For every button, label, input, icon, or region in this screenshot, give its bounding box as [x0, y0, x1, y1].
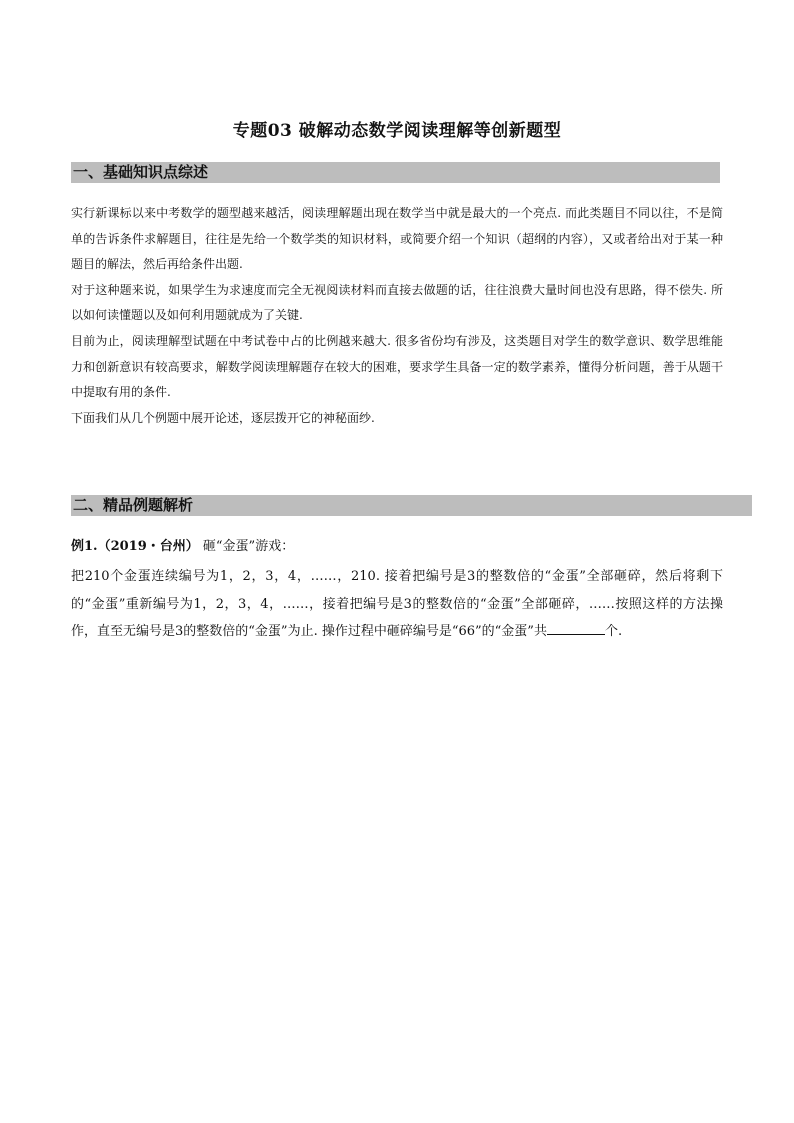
page-title: 专题03 破解动态数学阅读理解等创新题型: [232, 121, 562, 141]
problem-statement: 把210个金蛋连续编号为1，2，3，4，……，210. 接着把编号是3的整数倍的“金蛋”全部砸碎，然后将剩下的“金蛋”重新编号为1，2，3，4，……，接着把编号是3的整数倍的“金蛋”全部砸碎，……按照这样的方法操作，直至无编号是3的整数倍的“金蛋”为止. 操作过程中砸碎编号是“66”的“金蛋”共: [71, 569, 723, 639]
intro-paragraph: 对于这种题来说，如果学生为求速度而完全无视阅读材料而直接去做题的话，往往浪费大量时间也没有思路，得不偿失. 所以如何读懂题以及如何利用题就成为了关键.: [71, 282, 723, 323]
example-heading: [71, 535, 723, 559]
intro-paragraph: 下面我们从几个例题中展开论述，逐层拨开它的神秘面纱.: [71, 410, 375, 425]
intro-paragraph: 目前为止，阅读理解型试题在中考试卷中占的比例越来越大. 很多省份均有涉及，这类题目对学生的数学意识、数学思维能力和创新意识有较高要求，解数学阅读理解题存在较大的困难，要求学生具备一定的数学素养，懂得分析问题，善于从题干中提取有用的条件.: [71, 333, 723, 400]
example-label: 例1.（2019・台州）: [71, 539, 199, 554]
answer-blank: [547, 622, 605, 635]
example-topic: 砸“金蛋”游戏：: [202, 539, 295, 554]
section-heading-examples: 二、精品例题解析: [71, 495, 752, 516]
section-heading-basics: 一、基础知识点综述: [71, 162, 720, 183]
example-1: [71, 535, 723, 646]
example-problem-text: [71, 563, 723, 646]
problem-statement-end: 个.: [604, 624, 623, 639]
intro-text: [71, 201, 723, 431]
intro-paragraph: 实行新课标以来中考数学的题型越来越活，阅读理解题出现在数学当中就是最大的一个亮点. 而此类题目不同以往，不是简单的告诉条件求解题目，往往是先给一个数学类的知识材料，或简要介绍一个知识（超纲的内容），又或者给出对于某一种题目的解法，然后再给条件出题.: [71, 206, 723, 272]
